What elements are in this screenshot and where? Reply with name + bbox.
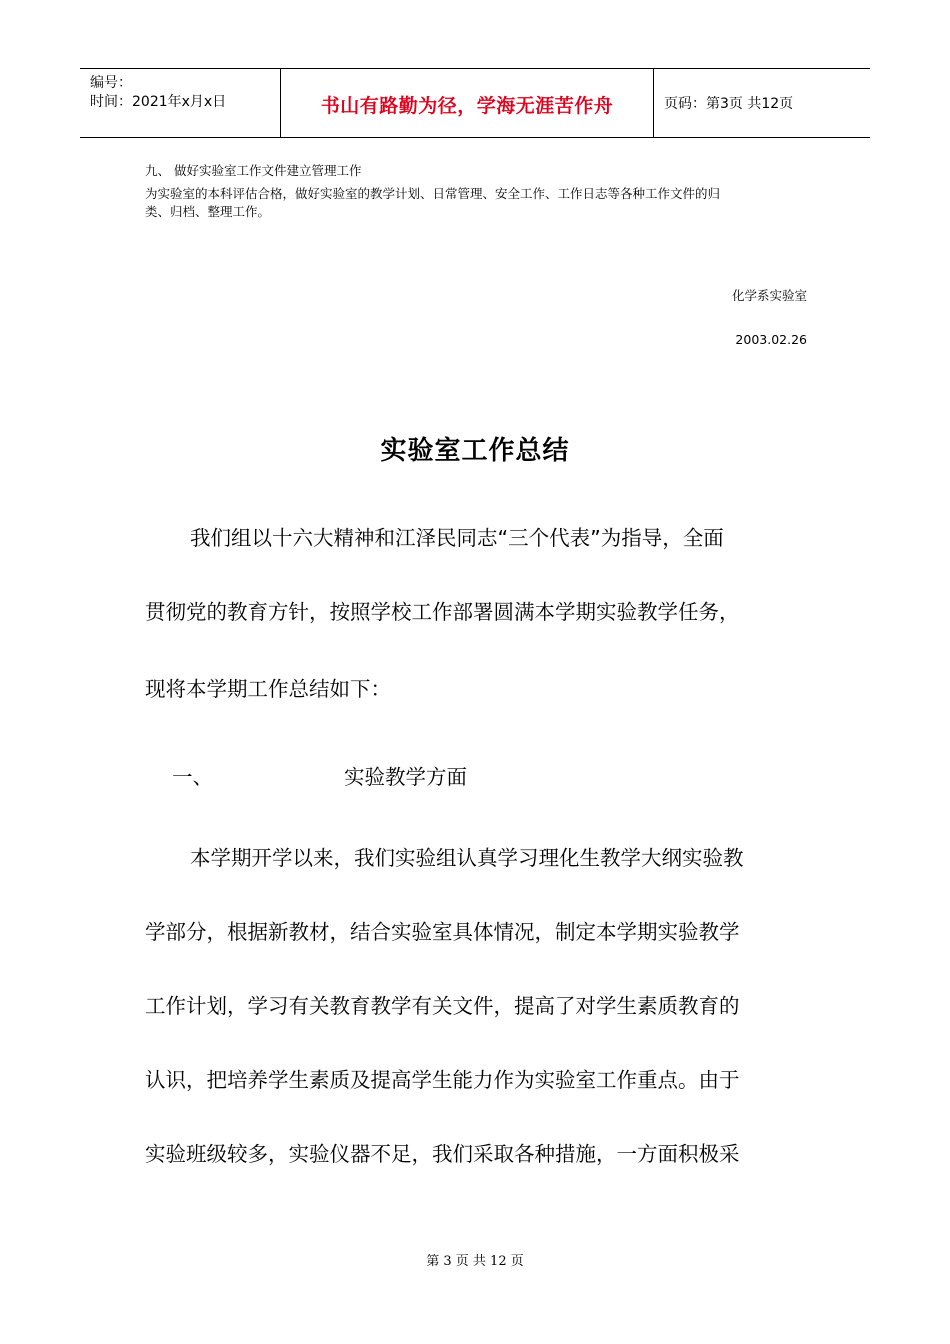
section-title: 实验教学方面 — [344, 765, 467, 789]
department-signature: 化学系实验室 — [731, 288, 807, 303]
body-line: 学部分，根据新教材，结合实验室具体情况，制定本学期实验教学 — [145, 920, 740, 944]
item9-heading: 九、 做好实验室工作文件建立管理工作 — [145, 163, 362, 178]
intro-line: 现将本学期工作总结如下： — [145, 677, 391, 701]
item9-text — [145, 185, 810, 221]
body-line: 实验班级较多，实验仪器不足，我们采取各种措施，一方面积极采 — [145, 1142, 740, 1166]
document-time-label: 时间：2021年x月x日 — [90, 94, 227, 110]
body-line: 本学期开学以来，我们实验组认真学习理化生教学大纲实验教 — [190, 846, 744, 870]
header-motto-cell — [280, 69, 654, 137]
body-line: 认识，把培养学生素质及提高学生能力作为实验室工作重点。由于 — [145, 1068, 740, 1092]
item9-text-line: 类、归档、整理工作。 — [145, 204, 271, 219]
header-motto: 书山有路勤为径，学海无涯苦作舟 — [320, 95, 614, 117]
header-page-cell — [654, 69, 870, 137]
page-header — [80, 68, 870, 138]
body-line: 工作计划，学习有关教育教学有关文件，提高了对学生素质教育的 — [145, 994, 740, 1018]
header-left-cell — [80, 69, 280, 137]
document-number-label: 编号： — [90, 75, 132, 91]
summary-title: 实验室工作总结 — [380, 436, 570, 466]
intro-line: 贯彻党的教育方针，按照学校工作部署圆满本学期实验教学任务， — [145, 600, 740, 624]
header-page-info: 页码：第3页 共12页 — [664, 96, 794, 112]
intro-line: 我们组以十六大精神和江泽民同志“三个代表”为指导，全面 — [190, 526, 724, 550]
signature-date: 2003.02.26 — [735, 332, 807, 347]
page-footer: 第 3 页 共 12 页 — [426, 1254, 524, 1269]
section-number: 一、 — [172, 765, 213, 789]
item9-text-line: 为实验室的本科评估合格，做好实验室的教学计划、日常管理、安全工作、工作日志等各种工作文件的归 — [145, 186, 721, 201]
